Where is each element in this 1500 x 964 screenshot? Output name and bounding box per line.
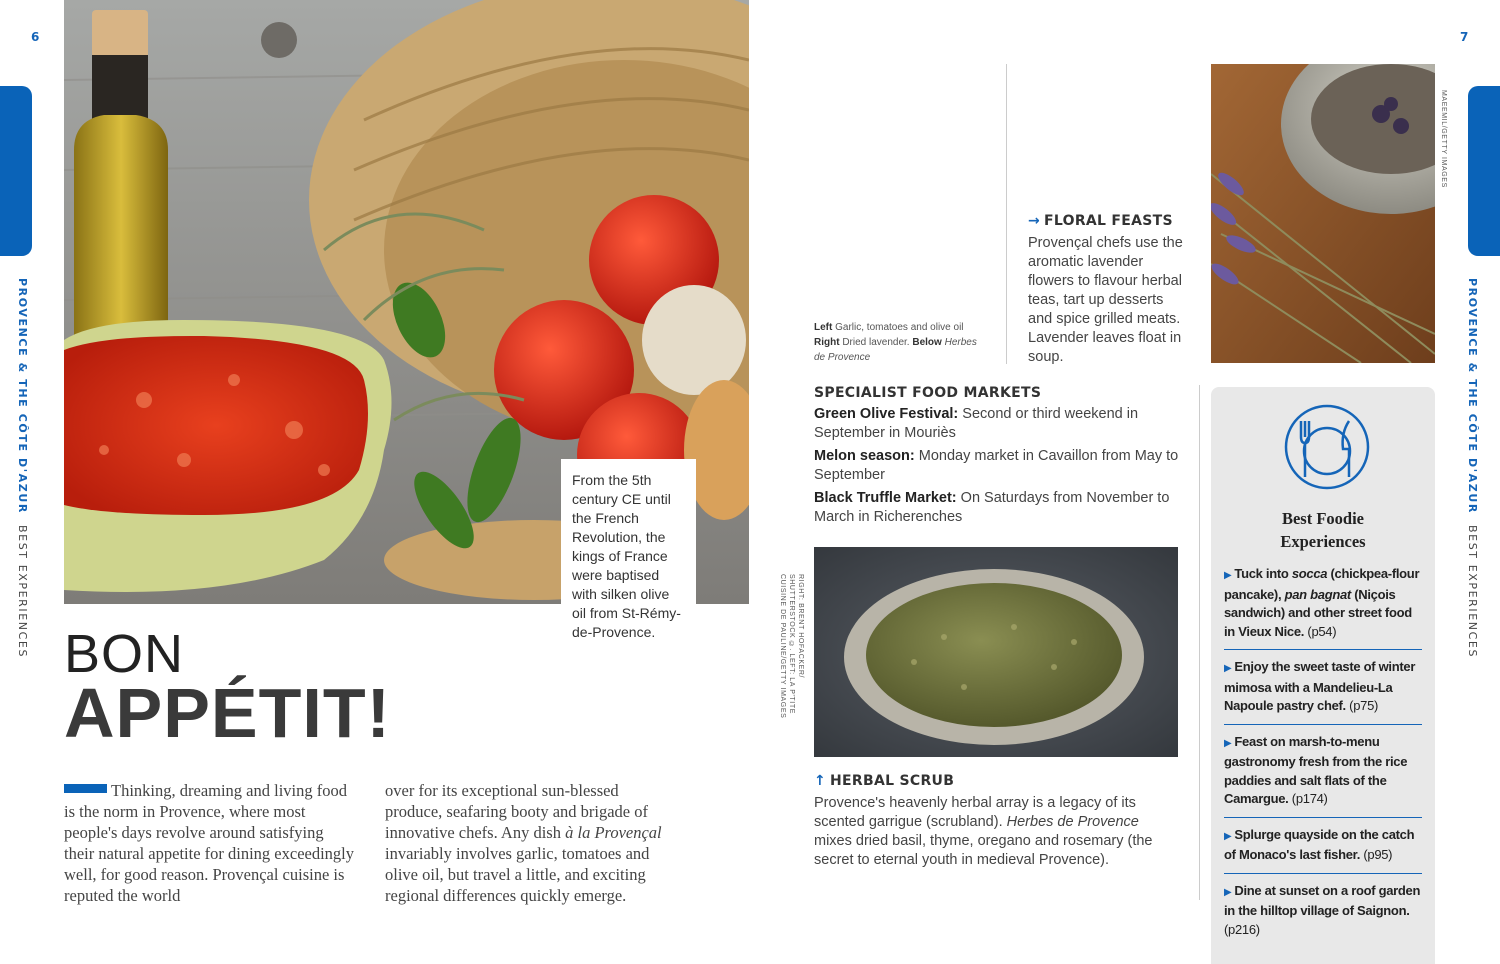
herbal-heading: ↑ HERBAL SCRUB [814, 773, 955, 789]
triangle-bullet-icon: ▶ [1224, 737, 1232, 749]
running-head-section: PROVENCE & THE CÔTE D'AZUR [16, 278, 29, 514]
section-tab-left [0, 86, 32, 256]
triangle-bullet-icon: ▶ [1224, 886, 1232, 898]
photo-credit-right: MAEEMIL/GETTY IMAGES [1440, 90, 1447, 188]
running-head-subsection-right: BEST EXPERIENCES [1466, 525, 1479, 659]
intro-text-2a: over for its exceptional sun-blessed produce, seafaring booty and brigade of innovative chefs. Any dish [385, 781, 648, 842]
floral-body: Provençal chefs use the aromatic lavender flowers to flavour herbal teas, tart up desserts and spice grilled meats. Lavender leaves float in soup. [1028, 235, 1183, 365]
intro-accent-bar [64, 784, 107, 793]
caption-below-text: Herbes de Provence [814, 337, 977, 363]
photo-captions [814, 320, 989, 365]
intro-column-1 [64, 780, 354, 906]
title-line1: BON [64, 624, 185, 684]
intro-text-2-italic: à la Provençal [565, 823, 662, 842]
herbal-body: Provence's heavenly herbal array is a legacy of its scented garrigue (scrubland). Herbes de Provence mixes dried basil, thyme, oregano and rosemary (the secret to eternal youth in medieval Provence). [814, 795, 1153, 868]
caption-right-text: Dried lavender. [842, 337, 910, 348]
title-line2: APPÉTIT! [64, 674, 391, 752]
caption-right-label: Right [814, 337, 840, 348]
caption-left-text: Garlic, tomatoes and olive oil [835, 322, 964, 333]
foodie-item: ▶ Splurge quayside on the catch of Monaco's last fisher. (p95) [1224, 818, 1422, 874]
foodie-list [1224, 565, 1422, 947]
section-tab-right [1468, 86, 1500, 256]
triangle-bullet-icon: ▶ [1224, 663, 1232, 674]
running-head-subsection: BEST EXPERIENCES [16, 525, 29, 659]
best-foodie-box [1211, 387, 1435, 964]
lavender-photo [1211, 64, 1435, 363]
market-item: Black Truffle Market: On Saturdays from November to March in Richerenches [814, 490, 1170, 525]
specialist-markets [814, 385, 1184, 531]
caption-below-label: Below [912, 337, 942, 348]
triangle-bullet-icon: ▶ [1224, 570, 1232, 581]
foodie-item: ▶ Feast on marsh-to-menu gastronomy fresh from the rice paddies and salt flats of the Camargue. (p174) [1224, 725, 1422, 818]
column-divider-top [1006, 64, 1007, 364]
arrow-up-icon: ↑ [814, 773, 827, 789]
triangle-bullet-icon: ▶ [1224, 830, 1232, 842]
hero-caption [561, 459, 696, 649]
markets-list [814, 405, 1184, 527]
intro-text-2b: invariably involves garlic, tomatoes and olive oil, but travel a little, and exciting regional differences quickly emerge. [385, 844, 650, 905]
market-item: Green Olive Festival: Second or third weekend in September in Mouriès [814, 406, 1139, 441]
intro-text-1: Thinking, dreaming and living food is the norm in Provence, where most people's days revolve around satisfying their natural appetite for dining exceedingly well, for good reason. Provençal cuisine is reputed the world [64, 781, 355, 905]
markets-title: SPECIALIST FOOD MARKETS [814, 385, 1042, 401]
herbal-scrub [814, 773, 1179, 870]
arrow-right-icon: → [1028, 213, 1041, 229]
photo-credit-left: RIGHT: BRENT HOFACKER/ SHUTTERSTOCK ©. LEFT: LA P'TITE CUISINE DE PAULINE/GETTY IMAGES [779, 574, 804, 719]
foodie-item: ▶ Dine at sunset on a roof garden in the hilltop village of Saignon. (p216) [1224, 882, 1421, 937]
caption-left-label: Left [814, 322, 833, 333]
column-divider-right [1199, 385, 1200, 900]
market-item: Melon season: Monday market in Cavaillon from May to September [814, 448, 1179, 483]
running-head-section-right: PROVENCE & THE CÔTE D'AZUR [1466, 278, 1479, 514]
intro-column-2 [385, 780, 680, 906]
foodie-title: Best Foodie Experiences [1280, 509, 1366, 551]
page-number-right: 7 [1460, 30, 1469, 44]
running-head-left [16, 278, 29, 658]
hero-caption-text: From the 5th century CE until the French Revolution, the kings of France were baptised with silken olive oil from St-Rémy-de-Provence. [572, 472, 681, 640]
foodie-item: ▶ Tuck into socca (chickpea-flour pancake), pan bagnat (Niçois sandwich) and other street food in Vieux Nice. (p54) [1224, 565, 1422, 650]
page-number-left: 6 [31, 30, 40, 44]
foodie-item: ▶ Enjoy the sweet taste of winter mimosa with a Mandelieu-La Napoule pastry chef. (p75) [1224, 650, 1422, 725]
herbes-photo [814, 547, 1178, 757]
floral-heading: → FLORAL FEASTS [1028, 213, 1173, 229]
cutlery-plate-icon [1283, 403, 1371, 496]
floral-feasts [1028, 213, 1188, 367]
running-head-right [1466, 278, 1479, 658]
